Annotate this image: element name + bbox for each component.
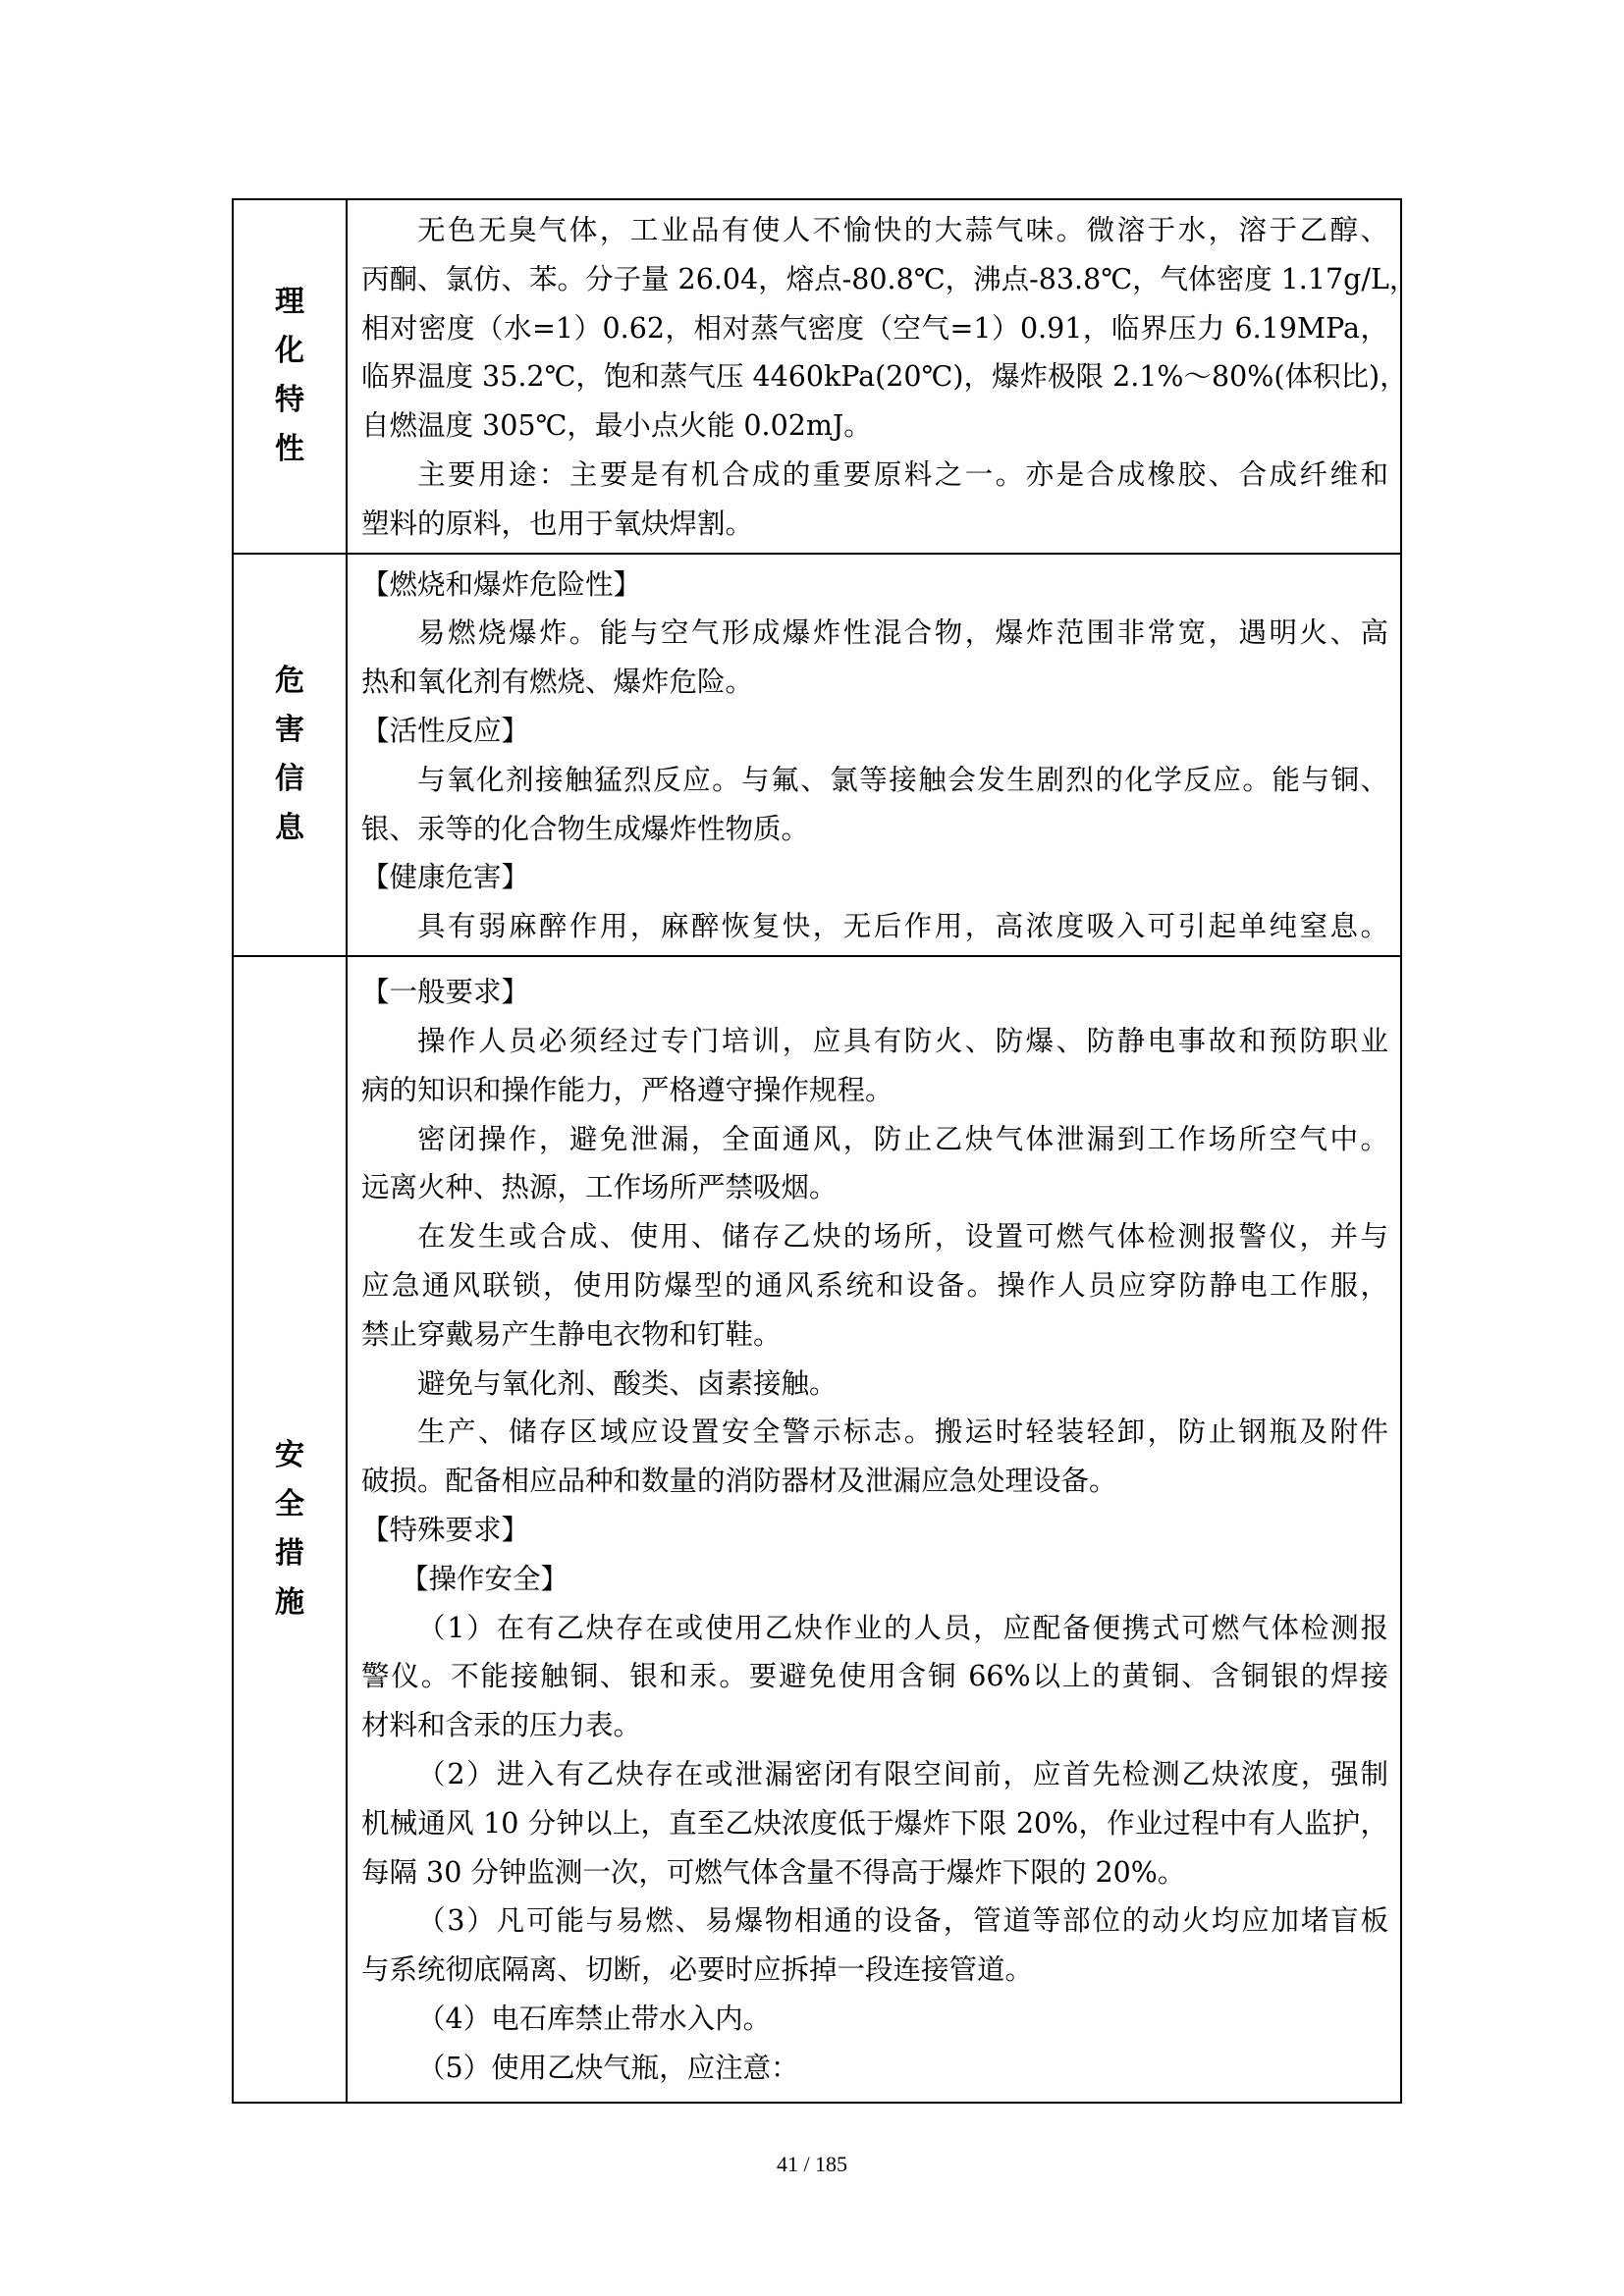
text-line: （5）使用乙炔气瓶，应注意： xyxy=(417,2051,799,2084)
text-line: 塑料的原料，也用于氧炔焊割。 xyxy=(361,507,754,540)
label-char: 安 xyxy=(275,1437,304,1472)
text-line: 与系统彻底隔离、切断，必要时应拆掉一段连接管道。 xyxy=(361,1953,1034,1987)
section-heading: 【活性反应】 xyxy=(361,714,530,747)
hazard-label xyxy=(233,554,347,956)
properties-label xyxy=(233,199,347,554)
section-heading: 【一般要求】 xyxy=(361,976,530,1009)
msds-table xyxy=(232,198,1418,2104)
section-heading: 【特殊要求】 xyxy=(361,1514,530,1547)
text-line: 在发生或合成、使用、储存乙炔的场所，设置可燃气体检测报警仪，并与 xyxy=(417,1220,1388,1254)
label-char: 措 xyxy=(275,1535,304,1571)
text-line: 密闭操作，避免泄漏，全面通风，防止乙炔气体泄漏到工作场所空气中。 xyxy=(417,1122,1388,1155)
text-line: 应急通风联锁，使用防爆型的通风系统和设备。操作人员应穿防静电工作服， xyxy=(361,1269,1388,1303)
text-line: 自燃温度 305℃，最小点火能 0.02mJ。 xyxy=(361,409,872,443)
label-char: 化 xyxy=(275,334,304,369)
page-number: 41 / 185 xyxy=(776,2152,848,2176)
text-line: 病的知识和操作能力，严格遵守操作规程。 xyxy=(361,1073,893,1106)
hazard-row xyxy=(233,554,1401,956)
safety-label xyxy=(233,956,347,2103)
properties-content xyxy=(347,199,1418,554)
text-line: 警仪。不能接触铜、银和汞。要避免使用含铜 66%以上的黄铜、含铜银的焊接 xyxy=(361,1660,1388,1693)
text-line: 生产、储存区域应设置安全警示标志。搬运时轻装轻卸，防止钢瓶及附件 xyxy=(417,1415,1388,1449)
safety-row xyxy=(233,956,1401,2103)
text-line: 材料和含汞的压力表。 xyxy=(361,1709,642,1742)
text-line: 破损。配备相应品种和数量的消防器材及泄漏应急处理设备。 xyxy=(361,1465,1117,1498)
text-line: 具有弱麻醉作用，麻醉恢复快，无后作用，高浓度吸入可引起单纯窒息。 xyxy=(417,910,1388,943)
label-char: 信 xyxy=(275,761,304,796)
hazard-content xyxy=(347,554,1401,956)
subsection-heading: 【操作安全】 xyxy=(401,1562,569,1595)
text-line: 主要用途：主要是有机合成的重要原料之一。亦是合成橡胶、合成纤维和 xyxy=(417,457,1388,491)
text-line: 相对密度（水=1）0.62，相对蒸气密度（空气=1）0.91，临界压力 6.19MPa， xyxy=(361,311,1388,345)
safety-content xyxy=(347,956,1401,2103)
section-heading: 【健康危害】 xyxy=(361,861,530,894)
text-line: 无色无臭气体，工业品有使人不愉快的大蒜气味。微溶于水，溶于乙醇、 xyxy=(417,214,1388,246)
label-char: 害 xyxy=(275,712,304,747)
properties-row xyxy=(233,199,1401,554)
label-char: 息 xyxy=(275,810,304,845)
text-line: 操作人员必须经过专门培训，应具有防火、防爆、防静电事故和预防职业 xyxy=(417,1025,1388,1058)
text-line: 热和氧化剂有燃烧、爆炸危险。 xyxy=(361,666,754,699)
label-char: 全 xyxy=(275,1486,304,1522)
label-char: 理 xyxy=(275,285,304,320)
text-line: （2）进入有乙炔存在或泄漏密闭有限空间前，应首先检测乙炔浓度，强制 xyxy=(417,1758,1388,1791)
text-line: 远离火种、热源，工作场所严禁吸烟。 xyxy=(361,1171,838,1204)
text-line: 与氧化剂接触猛烈反应。与氟、氯等接触会发生剧烈的化学反应。能与铜、 xyxy=(417,763,1388,796)
text-line: 避免与氧化剂、酸类、卤素接触。 xyxy=(417,1366,838,1400)
text-line: 易燃烧爆炸。能与空气形成爆炸性混合物，爆炸范围非常宽，遇明火、高 xyxy=(417,616,1388,650)
section-heading: 【燃烧和爆炸危险性】 xyxy=(361,567,642,601)
text-line: 机械通风 10 分钟以上，直至乙炔浓度低于爆炸下限 20%，作业过程中有人监护， xyxy=(361,1806,1388,1840)
text-line: （3）凡可能与易燃、易爆物相通的设备，管道等部位的动火均应加堵盲板 xyxy=(417,1904,1388,1938)
label-char: 危 xyxy=(275,663,304,698)
label-char: 特 xyxy=(275,383,304,418)
text-line: 临界温度 35.2℃，饱和蒸气压 4460kPa(20℃)，爆炸极限 2.1%～80%(体积比)， xyxy=(361,360,1408,394)
text-line: 禁止穿戴易产生静电衣物和钉鞋。 xyxy=(361,1317,782,1351)
text-line: （4）电石库禁止带水入内。 xyxy=(417,2002,772,2036)
label-char: 施 xyxy=(275,1584,304,1620)
label-char: 性 xyxy=(275,432,304,467)
text-line: 丙酮、氯仿、苯。分子量 26.04，熔点-80.8℃，沸点-83.8℃，气体密度 1.17g/L， xyxy=(361,262,1418,295)
text-line: 每隔 30 分钟监测一次，可燃气体含量不得高于爆炸下限的 20%。 xyxy=(361,1855,1186,1889)
text-line: （1）在有乙炔存在或使用乙炔作业的人员，应配备便携式可燃气体检测报 xyxy=(417,1611,1388,1644)
text-line: 银、汞等的化合物生成爆炸性物质。 xyxy=(361,812,810,845)
